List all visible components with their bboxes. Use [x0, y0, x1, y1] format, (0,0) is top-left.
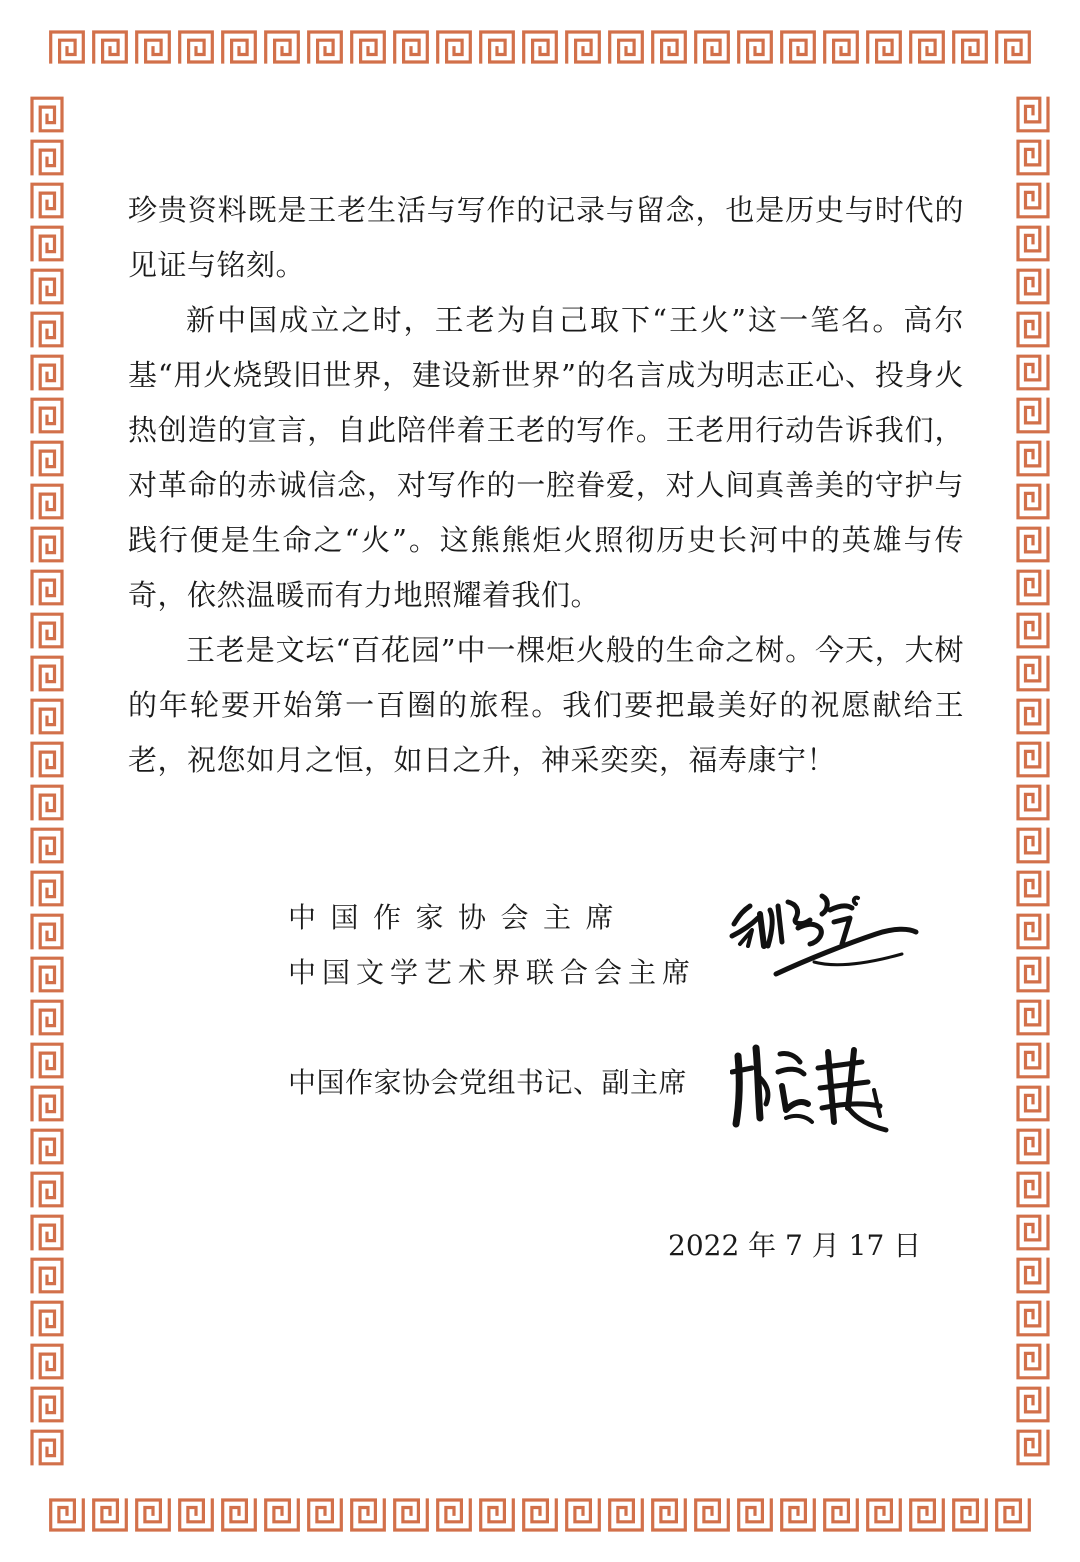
letter-date: 2022 年 7 月 17 日	[668, 1229, 922, 1262]
signer2-title: 中国作家协会党组书记、副主席	[288, 1066, 688, 1099]
paragraph-3: 王老是文坛“百花园”中一棵炬火般的生命之树。今天，大树的年轮要开始第一百圈的旅程。我们要把最美好的祝愿献给王老，祝您如月之恒，如日之升，神采奕奕，福寿康宁！	[128, 633, 964, 777]
paragraph-1: 珍贵资料既是王老生活与写作的记录与留念，也是历史与时代的见证与铭刻。	[128, 193, 964, 282]
signer1-title-line1: 中国作家协会主席	[288, 901, 629, 934]
signer1-title-line2: 中国文学艺术界联合会主席	[288, 956, 697, 989]
letter-body	[128, 183, 964, 788]
signature-1	[726, 884, 926, 989]
signature-2	[730, 1038, 900, 1138]
paragraph-2: 新中国成立之时，王老为自己取下“王火”这一笔名。高尔基“用火烧毁旧世界，建设新世界”的名言成为明志正心、投身火热创造的宣言，自此陪伴着王老的写作。王老用行动告诉我们，对革命的赤诚信念，对写作的一腔眷爱，对人间真善美的守护与践行便是生命之“火”。这熊熊炬火照彻历史长河中的英雄与传奇，依然温暖而有力地照耀着我们。	[128, 303, 964, 612]
